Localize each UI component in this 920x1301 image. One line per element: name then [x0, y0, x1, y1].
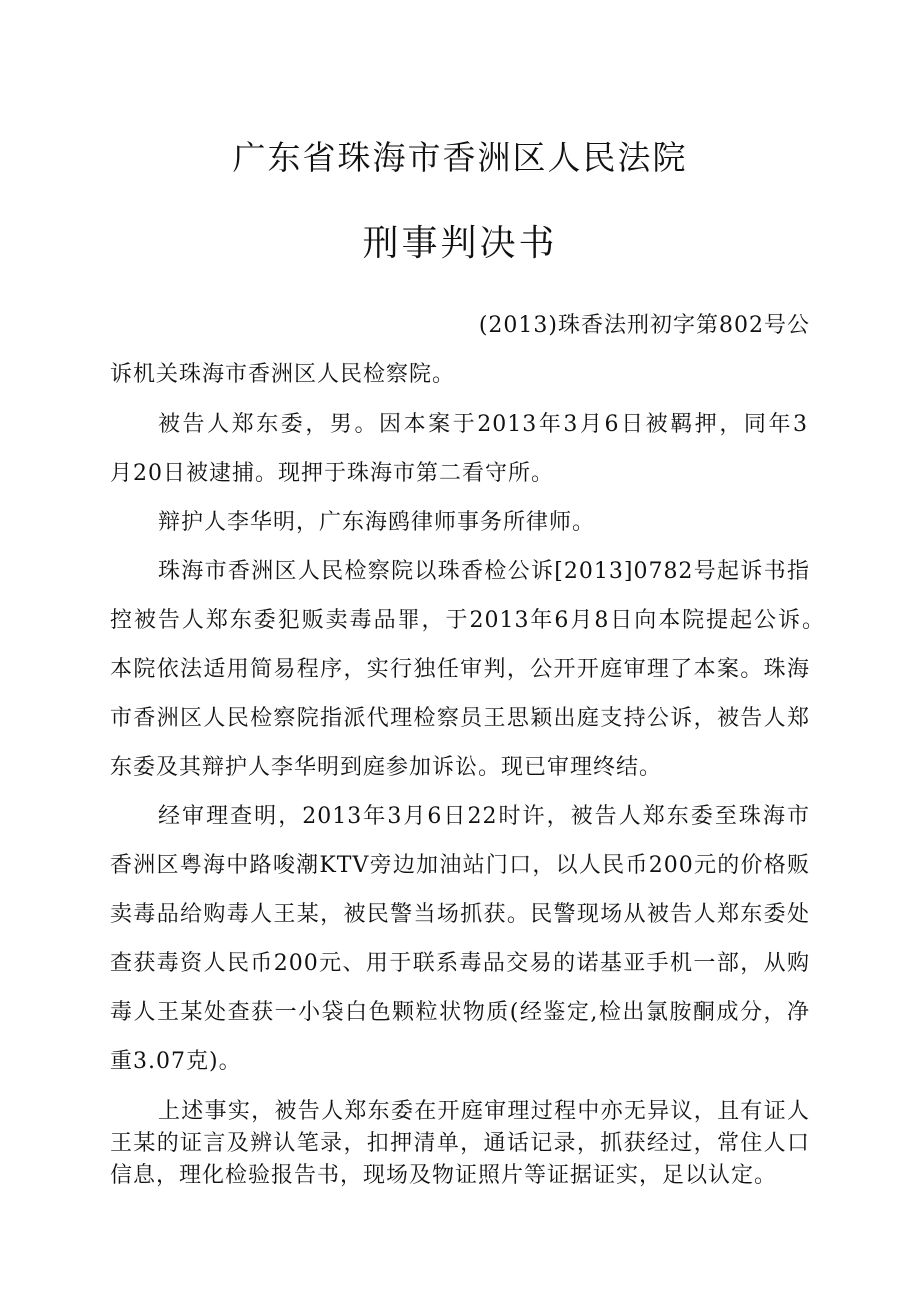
paragraph-line: 东委及其辩护人李华明到庭参加诉讼。现已审理终结。 [110, 755, 663, 780]
paragraph-line: 被告人郑东委，男。因本案于2013年3月6日被羁押，同年3 [158, 412, 808, 437]
paragraph-line: 本院依法适用简易程序，实行独任审判，公开开庭审理了本案。珠海 [110, 657, 810, 682]
paragraph-line: 上述事实，被告人郑东委在开庭审理过程中亦无异议，且有证人 [158, 1099, 810, 1124]
paragraph-line: 经审理查明，2013年3月6日22时许，被告人郑东委至珠海市 [158, 804, 810, 829]
paragraph-line: 卖毒品给购毒人王某，被民警当场抓获。民警现场从被告人郑东委处 [110, 902, 810, 927]
paragraph-line: 控被告人郑东委犯贩卖毒品罪，于2013年6月8日向本院提起公诉。 [110, 608, 825, 633]
document-type-title: 刑事判决书 [362, 223, 558, 264]
paragraph-line: 市香洲区人民检察院指派代理检察员王思颖出庭支持公诉，被告人郑 [110, 706, 810, 731]
paragraph-line: 月20日被逮捕。现押于珠海市第二看守所。 [110, 461, 554, 486]
case-number: (2013)珠香法刑初字第802号公 [478, 313, 810, 338]
prosecutor-line: 诉机关珠海市香洲区人民检察院。 [110, 362, 456, 387]
paragraph-line: 重3.07克)。 [110, 1049, 242, 1074]
paragraph-line: 王某的证言及辨认笔录，扣押清单，通话记录，抓获经过，常住人口 [110, 1131, 810, 1156]
paragraph-line: 查获毒资人民币200元、用于联系毒品交易的诺基亚手机一部，从购 [110, 951, 810, 976]
paragraph-line: 珠海市香洲区人民检察院以珠香检公诉[2013]0782号起诉书指 [158, 559, 810, 584]
paragraph-line: 信息，理化检验报告书，现场及物证照片等证据证实，足以认定。 [110, 1163, 778, 1188]
court-name: 广东省珠海市香洲区人民法院 [232, 138, 688, 177]
paragraph-line: 辩护人李华明，广东海鸥律师事务所律师。 [158, 510, 596, 535]
paragraph-line: 毒人王某处查获一小袋白色颗粒状物质(经鉴定,检出氯胺酮成分，净 [110, 1000, 810, 1025]
paragraph-line: 香洲区粤海中路唆潮KTV旁边加油站门口，以人民币200元的价格贩 [110, 853, 810, 878]
